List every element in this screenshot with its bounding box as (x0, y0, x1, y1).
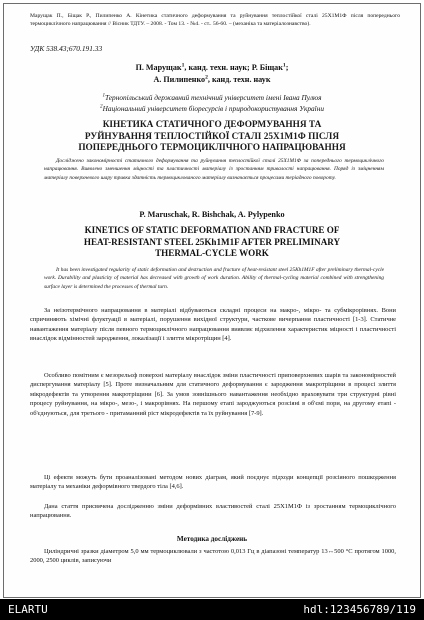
methods-heading: Методика досліджень (176, 535, 248, 543)
abstract-ua: Досліджено закономірності статичного деформування та руйнування теплостійкої сталі 25Х1М1Ф за попереднього термоциклічного напрацювання. Виявлено зменшення міцності та пластичності матеріалу із зростанням тривалості напрацювання. Поряд із зміцненням матеріалу поверхневого шару тривка здатність термоциклованого матеріалу визначається процесами теріадного повороту. (44, 158, 384, 181)
body-paragraph: Особливо помітним є мезорельєф поверхні матеріалу внаслідок зміни пластичності приповерхневих шарів та закономірностей диспергування матеріалу [5]. Проте визначальним для статичного деформування є зародження макротріщини в процесі злиття мікродефектів та утворення макротріщини [6]. За умов зовнішнього навантаження необхідно враховувати три структурні рівні процесу руйнування, на мікро-, мезо-, і макрорівнях. На першому етапі зароджуються розсіяні в об'ємі пори, на другому етапі - об'єднуються, для третього - притаманний ріст мікродефектів та їх руйнування [7-9]. (30, 372, 396, 417)
author-name: П. Марущак (135, 63, 182, 72)
author-affiliation-mark: 2 (205, 74, 208, 81)
viewer-footer-bar (0, 599, 424, 620)
author-degree: , канд. техн. наук; (184, 63, 252, 72)
body-paragraph: Ці ефекти можуть бути проаналізовані методом нових діаграм, який поєднує підходи концепції розсіяного пошкодження матеріалу та механіки деформівного твердого тіла [4,6]. (30, 474, 396, 491)
title-ua-line: ПОПЕРЕДНЬОГО ТЕРМОЦИКЛІЧНОГО НАПРАЦЮВАННЯ (78, 143, 346, 154)
title-en-line: KINETICS OF STATIC DEFORMATION AND FRACTURE OF (84, 225, 340, 235)
author-degree: , канд. техн. наук (207, 75, 271, 84)
author-affiliation-mark: 1 (181, 62, 185, 69)
citation-text: Марущак П., Біщак Р., Пилипенко А. Кінетика статичного деформування та руйнування теплостійкої сталі 25Х1М1Ф після попереднього термоциклічного напрацювання // Вісник ТДТУ. – 2008. - Том 13. - №4. - ст.. 56-60. – (механіка та матеріалознавство). (30, 13, 400, 28)
body-paragraph: Дана стаття присвячена дослідженню зміни деформівних властивостей сталі 25Х1М1Ф із зростанням термоциклічного напрацювання. (30, 503, 396, 520)
affiliation-2 (4, 103, 420, 114)
affiliation-text: Національний університет біоресурсів і природокористування України (102, 104, 324, 113)
authors-ua-line-1 (4, 62, 420, 73)
repository-label: ELARTU (8, 603, 48, 616)
authors-en: P. Maruschak, R. Bishchak, A. Pylypenko (139, 210, 285, 219)
udk-code: УДК 538.43;670.191.33 (30, 44, 103, 53)
title-en-line: HEAT-RESISTANT STEEL 25Kh1M1F AFTER PRELIMINARY (83, 236, 341, 247)
handle-identifier: hdl:123456789/119 (303, 603, 416, 616)
affiliation-1 (4, 92, 420, 103)
affiliation-mark: 2 (100, 103, 103, 110)
methods-paragraph: Циліндричні зразки діаметром 5,0 мм термоциклювали з частотою 0,013 Гц в діапазоні температур 13↔500 °С протягом 1000, 2000, 2500 циклів, записуючи (30, 548, 396, 565)
author-name: А. Пилипенко (153, 75, 206, 84)
abstract-en: It has been investigated regularity of static deformation and destruction and fracture of heat-resistant steel 25Kh1M1F after preliminary thermal-cycle work. Durability and plasticity of material has decreased with growth of work duration. Ability of thermal-cycling material combined with strengthening surface layer is determined the processes of thermal turn. (44, 267, 384, 290)
affiliation-text: Тернопільський державний технічний університет імені Івана Пулюя (105, 93, 322, 102)
title-en-line: THERMAL-CYCLE WORK (155, 248, 269, 258)
journal-page (3, 3, 421, 598)
title-ua (24, 120, 400, 155)
title-ua-line: КІНЕТИКА СТАТИЧНОГО ДЕФОРМУВАННЯ ТА (102, 120, 322, 130)
affiliation-mark: 1 (102, 92, 106, 99)
title-ua-line: РУЙНУВАННЯ ТЕПЛОСТІЙКОЇ СТАЛІ 25Х1М1Ф ПІСЛЯ (84, 131, 340, 142)
body-paragraph: За неізотермічного напрацювання в матеріалі відбуваються складні процеси на макро-, мікро- та субмікрорівнях. Вони спричиняють хімічні флуктуації в матеріалі, порушення вихідної структури, часткове вичерпання пластичності [1-3]. Статичне навантаження матеріалу після певного термоциклічного напрацювання виявляє відхилення характеристик міцності і пластичності внаслідок відмінностей зародження, локалізації і злиття мікротріщин [4]. (30, 307, 396, 343)
authors-ua-line-2 (4, 74, 420, 85)
title-en (24, 225, 400, 260)
author-separator: ; (285, 63, 289, 72)
author-affiliation-mark: 1 (282, 62, 286, 69)
author-name: Р. Біщак (251, 63, 283, 72)
